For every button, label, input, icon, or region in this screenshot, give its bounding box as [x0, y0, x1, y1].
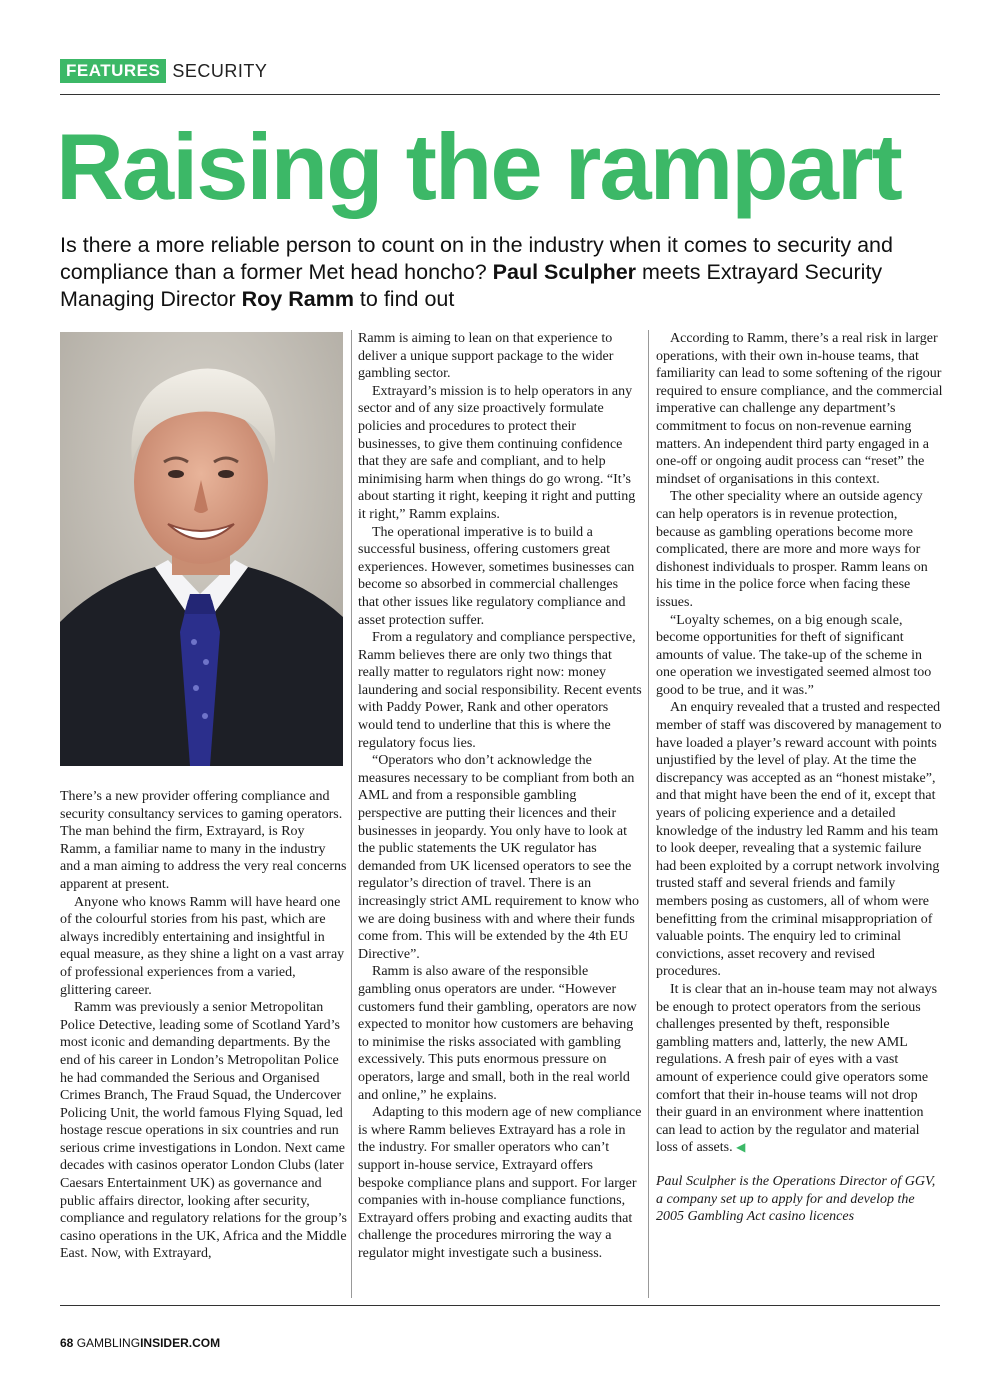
paragraph: “Loyalty schemes, on a big enough scale, become opportunities for theft of significant amounts of value. The take-up of the scheme in one operation we investigated seemed almost too good to be true, and it was.” — [656, 612, 932, 698]
paragraph: The other speciality where an outside agency can help operators is in revenue protection, because as gambling operations become more complicated, there are more and more ways for dishonest individuals to prosper. Ramm leans on his time in the police force when facing these issues. — [656, 489, 928, 610]
headline: Raising the rampart — [56, 114, 901, 219]
paragraph — [656, 981, 943, 1157]
paragraph: An enquiry revealed that a trusted and respected member of staff was discovered by management to have loaded a player’s reward account with points unjustified by the level of play. At the time the discrepancy was accepted as an “honest mistake”, and that might have been the end of it, except that years of policing experience and a detailed knowledge of the industry led Ramm and his team to look deeper, revealing that a systemic failure had been exploited by a corrupt network involving trusted staff and several friends and family members posing as customers, all of whom were benefitting from the criminal misappropriation of valuable points. The enquiry led to criminal convictions, asset recovery and revised procedures. — [656, 700, 942, 980]
paragraph: The operational imperative is to build a successful business, offering customers great experiences. However, sometimes businesses can become so absorbed in commercial challenges that other issues like regulatory compliance and asset protection suffer. — [358, 524, 635, 628]
author-bio: Paul Sculpher is the Operations Director of GGV, a company set up to apply for and develop the 2005 Gambling Act casino licences — [656, 1173, 936, 1225]
site-name-bold: INSIDER.COM — [140, 1336, 221, 1350]
column-3 — [656, 330, 943, 1226]
end-mark-icon: ◀ — [736, 1140, 746, 1155]
portrait-photo — [60, 332, 343, 766]
paragraph: There’s a new provider offering compliance and security consultancy services to gaming operators. The man behind the firm, Extrayard, is Roy Ramm, a familiar name to many in the industry and a man aiming to address the very real concerns apparent at present. — [60, 789, 347, 892]
paragraph: Extrayard’s mission is to help operators in any sector and of any size proactively formulate policies and procedures to protect their businesses, to give them continuing confidence that they are safe and compliant, and to help minimising harm when things do go wrong. “It’s about starting it right, keeping it right and putting it right,” Ramm explains. — [358, 383, 636, 522]
paragraph: According to Ramm, there’s a real risk in larger operations, with their own in-house teams, that familiarity can lead to some softening of the rigour required to ensure compliance, and the commercial imperative can challenge any department’s commitment to focus on non-revenue earning matters. An independent third party engaged in a one-off or ongoing audit process can “reset” the mindset of organisations in this context. — [656, 331, 943, 487]
page-number: 68 — [60, 1336, 74, 1350]
final-paragraph-text: It is clear that an in-house team may not always be enough to protect operators from the serious challenges presented by theft, responsible gambling matters and, latterly, the new AML regulations. A fresh pair of eyes with a vast amount of experience could give operators some comfort that their in-house teams will not drop their guard in an environment where inattention can lead to action by the regulator and material loss of assets. — [656, 981, 938, 1156]
section-header — [60, 58, 267, 84]
paragraph: Anyone who knows Ramm will have heard one of the colourful stories from his past, which are always incredibly entertaining and insightful in equal measure, as they shine a light on a vast array of professional experiences from a varied, glittering career. — [60, 894, 345, 998]
top-rule — [60, 94, 940, 95]
paragraph: Ramm is aiming to lean on that experience to deliver a unique support package to the wider gambling sector. — [358, 331, 614, 382]
column-divider-2 — [648, 330, 649, 1298]
column-2 — [358, 330, 642, 1262]
features-tag: FEATURES — [60, 59, 166, 83]
column-divider-1 — [351, 330, 352, 1298]
subject-name: Roy Ramm — [241, 287, 354, 311]
site-name — [77, 1336, 220, 1350]
column-1 — [60, 788, 348, 1263]
standfirst — [60, 232, 940, 313]
paragraph: Adapting to this modern age of new compliance is where Ramm believes Extrayard has a role in the industry. For smaller operators who can’t support in-house service, Extrayard offers bespoke compliance plans and support. For larger companies with in-house compliance functions, Extrayard offers probing and exacting audits that challenge the procedures mirroring the way a regulator might investigate such a business. — [358, 1105, 642, 1261]
site-name-plain: GAMBLING — [76, 1336, 141, 1350]
paragraph: Ramm is also aware of the responsible gambling onus operators are under. “However customers fund their gambling, operators are now expected to monitor how customers are behaving to minimise the risks associated with gambling excessively. This puts enormous pressure on operators, large and small, both in the real world and online,” he explains. — [358, 964, 637, 1103]
paragraph: Ramm was previously a senior Metropolitan Police Detective, leading some of Scotland Yard’s most iconic and demanding departments. By the end of his career in London’s Metropolitan Police he had commanded the Serious and Organised Crimes Branch, The Fraud Squad, the Undercover Policing Unit, the world famous Flying Squad, led hostage rescue operations in six countries and run serious crime investigations in London. Next came decades with casinos operator London Clubs (later Caesars Entertainment UK) as governance and public affairs director, looking after security, compliance and regulatory relations for the group’s casino operations in the UK, Africa and the Middle East. Now, with Extrayard, — [60, 1000, 347, 1262]
paragraph: “Operators who don’t acknowledge the measures necessary to be compliant from both an AML and from a responsible gambling perspective are putting their licences and their businesses in jeopardy. You only have to look at the public statements the UK regulator has demanded from UK licensed operators to see the regulator’s direction of travel. There is an increasingly strict AML requirement to know who we are doing business with and where their funds come from. This will be extended by the 4th EU Directive”. — [358, 753, 639, 962]
paragraph: From a regulatory and compliance perspective, Ramm believes there are only two things that really matter to regulators right now: money laundering and social responsibility. Recent events with Paddy Power, Rank and other operators would tend to underline that this is where the regulatory focus lies. — [358, 630, 642, 751]
standfirst-text-1: Is there a more reliable person to count on in the industry when it comes to security and compliance than a former Met head honcho? — [60, 233, 893, 284]
standfirst-text-2: meets Extrayard Security Managing Director — [60, 260, 883, 311]
author-name: Paul Sculpher — [492, 260, 637, 284]
standfirst-text-3: to find out — [353, 287, 455, 311]
section-label: SECURITY — [172, 60, 268, 81]
bottom-rule — [60, 1305, 940, 1306]
page-footer — [60, 1336, 220, 1350]
